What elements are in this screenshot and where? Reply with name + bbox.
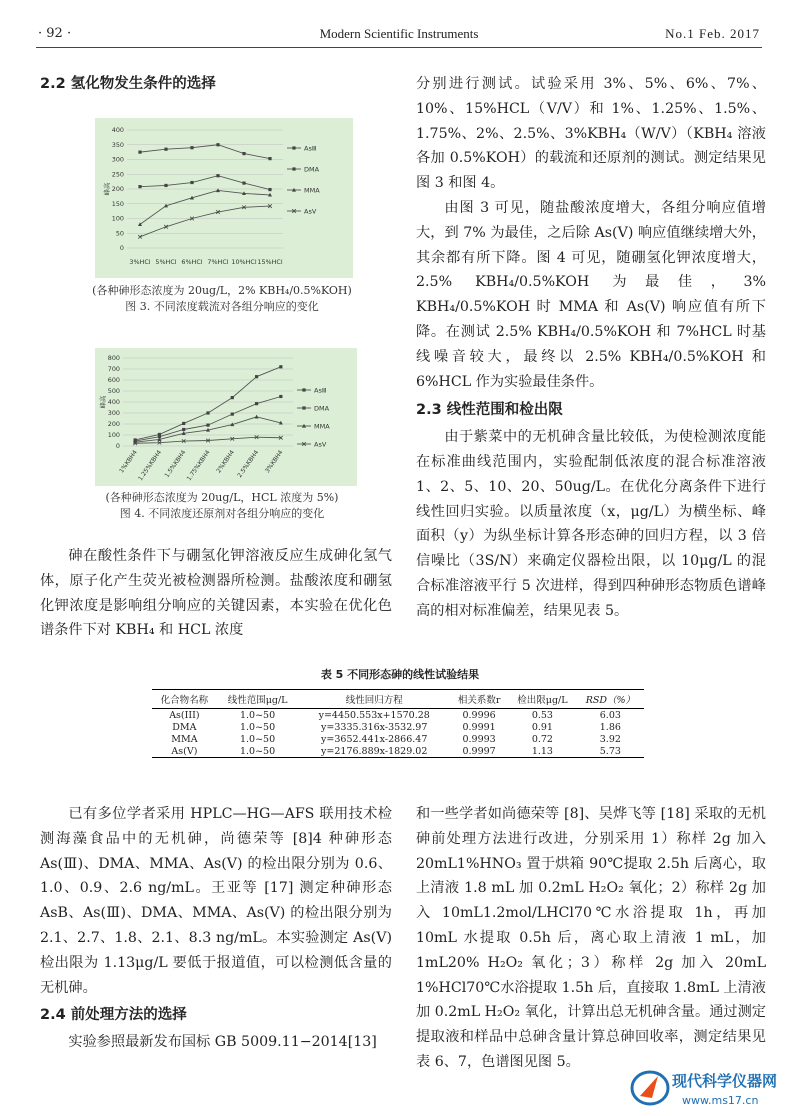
table-cell: DMA	[172, 721, 197, 733]
data-point	[138, 151, 141, 154]
logo-url: www.ms17.cn	[682, 1094, 759, 1107]
bottom-right-paragraph-1: 和一些学者如尚德荣等 [8]、吴烨飞等 [18] 采取的无机砷前处理方法进行改进，分别采用 1）称样 2g 加入 20mL1%HNO₃ 置于烘箱 90℃提取 2.5h 后离心，取上清液 1.8 mL 加 0.2mL H₂O₂ 氧化；2）称样 2g 加入 10mL1.2mol/LHCl70℃水浴提取 1h，再加 10mL 水提取 0.5h 后，离心取上清液 1 mL，加 1mL20% H₂O₂ 氧化；3）称样 2g 加入 20mL 1%HCl70℃水浴提取 1.5h 后，直接取 1.8mL 上清液加 0.2mL H₂O₂ 氧化，计算出总无机砷含量。通过测定提取液和样品中总砷含量计算总砷回收率，测定结果见表 6、7，色谱图见图 5。	[416, 806, 766, 1070]
table-5-title: 表 5 不同形态砷的线性试验结果	[320, 668, 480, 681]
x-tick-label: 2%KBH4	[215, 449, 236, 475]
figure-3-caption: 图 3. 不同浓度载流对各组分响应的变化	[125, 300, 319, 313]
data-point	[164, 148, 167, 151]
table-header-cell: 相关系数r	[450, 690, 508, 709]
table-cell: 1.13	[508, 745, 577, 758]
table-row	[152, 721, 644, 733]
data-point	[268, 188, 271, 191]
data-point	[138, 185, 141, 188]
right-paragraph-3: 由于紫菜中的无机砷含量比较低，为使检测浓度能在标准曲线范围内，实验配制低浓度的混合标准溶液 1、2、5、10、20、50ug/L。在优化分离条件下进行线性回归实验。以质量浓度（x，μg/L）为横坐标、峰面积（y）为纵坐标计算各形态砷的回归方程，以 3 倍信噪比（3S/N）来确定仪器检出限，以 10μg/L 的混合标准溶液平行 5 次进样，得到四种砷形态物质色谱峰高的相对标准偏差，结果见表 5。	[416, 429, 766, 619]
data-point	[206, 424, 209, 427]
logo-flame-icon	[640, 1076, 658, 1098]
logo-graphic	[628, 1066, 796, 1112]
table-cell: 3.92	[599, 733, 621, 745]
x-tick-label: 1%KBH4	[118, 449, 139, 475]
page-number: · 92 ·	[38, 26, 72, 41]
x-tick-label: 1.25%KBH4	[136, 449, 164, 483]
table-row	[152, 745, 644, 758]
table-cell: 6.03	[599, 709, 621, 721]
table-cell: 1.86	[599, 721, 621, 733]
data-point	[242, 152, 245, 155]
y-tick-label: 800	[107, 354, 120, 363]
y-tick-label: 200	[111, 185, 124, 194]
issue-info: No.1 Feb. 2017	[665, 26, 760, 41]
table-cell: 1.0~50	[239, 733, 276, 745]
table-cell: 0.9997	[450, 745, 508, 758]
right-column-top	[416, 72, 766, 624]
left-column-top	[40, 72, 390, 97]
legend-label: AsⅤ	[314, 440, 327, 449]
table-header-cell: RSD（%）	[577, 690, 644, 709]
data-point	[292, 146, 295, 149]
y-tick-label: 100	[111, 214, 124, 223]
y-tick-label: 0	[119, 244, 124, 253]
right-paragraph-1: 分别进行测试。试验采用 3%、5%、6%、7%、10%、15%HCL（V/V）和 1%、1.25%、1.5%、1.75%、2%、2.5%、3%KBH₄（W/V）（KBH₄ 溶液各加 0.5%KOH）的载流和还原剂的测试。测定结果见图 3 和图 4。	[416, 76, 766, 192]
table-header-cell: 线性范围μg/L	[217, 690, 299, 709]
table-cell: MMA	[171, 733, 198, 745]
series-line	[135, 397, 281, 442]
data-point	[302, 388, 305, 391]
data-point	[216, 143, 219, 146]
table-cell: 0.9991	[462, 721, 496, 733]
x-tick-label: 2.5%KBH4	[236, 449, 261, 480]
figure-4-caption: 图 4. 不同浓度还原剂对各组分响应的变化	[119, 507, 325, 520]
table-cell: 0.9996	[462, 709, 496, 721]
x-tick-label: 6%HCl	[181, 258, 203, 266]
y-tick-label: 300	[107, 409, 120, 418]
data-point	[255, 375, 258, 378]
table-5	[152, 689, 644, 758]
table-header-row	[152, 690, 644, 709]
bottom-right-column	[416, 802, 766, 1075]
data-point	[279, 395, 282, 398]
table-header-cell: 线性回归方程	[298, 690, 450, 709]
y-axis-label: 峰高	[103, 182, 111, 196]
y-tick-label: 400	[107, 398, 120, 407]
series-line	[140, 176, 270, 190]
data-point	[138, 222, 142, 226]
y-tick-label: 100	[107, 431, 120, 440]
data-point	[242, 182, 245, 185]
table-cell: 0.53	[531, 709, 553, 721]
data-point	[190, 146, 193, 149]
data-point	[216, 174, 219, 177]
data-point	[292, 167, 295, 170]
legend-label: DMA	[314, 404, 330, 413]
table-cell: 0.91	[531, 721, 553, 733]
running-header	[38, 26, 760, 46]
x-tick-label: 3%HCl	[129, 258, 151, 266]
figure-4-caption-block	[40, 490, 404, 522]
y-tick-label: 200	[107, 420, 120, 429]
legend-label: AsⅤ	[304, 207, 317, 216]
left-paragraph-1: 砷在酸性条件下与硼氢化钾溶液反应生成砷化氢气体，原子化产生荧光被检测器所检测。盐酸浓度和硼氢化钾浓度是影响组分响应的关键因素，本实验在优化色谱条件下对 KBH₄ 和 HCL 浓度	[40, 548, 392, 639]
y-tick-label: 700	[107, 365, 120, 374]
legend-label: MMA	[314, 422, 330, 431]
table-cell: 5.73	[577, 745, 644, 758]
data-point	[190, 181, 193, 184]
bottom-left-column	[40, 802, 392, 1055]
data-point	[279, 365, 282, 368]
data-point	[164, 184, 167, 187]
table-cell: 0.9993	[462, 733, 496, 745]
figure-4-svg	[95, 348, 357, 486]
table-cell: y=3335.316x-3532.97	[321, 721, 428, 733]
data-point	[182, 428, 185, 431]
section-2-3-heading: 2.3 线性范围和检出限	[416, 402, 563, 419]
y-tick-label: 400	[111, 126, 124, 135]
legend-label: DMA	[304, 165, 320, 174]
data-point	[255, 402, 258, 405]
series-line	[140, 145, 270, 159]
bottom-left-paragraph-2: 实验参照最新发布国标 GB 5009.11−2014[13]	[68, 1034, 377, 1051]
y-tick-label: 500	[107, 387, 120, 396]
figure-4-chart	[95, 348, 357, 486]
y-tick-label: 250	[111, 170, 124, 179]
table-cell: y=2176.889x-1829.02	[298, 745, 450, 758]
right-paragraph-2: 由图 3 可见，随盐酸浓度增大，各组分响应值增大，到 7% 为最佳，之后除 As(V) 响应值继续增大外，其余都有所下降。图 4 可见，随硼氢化钾浓度增大，2.5% KBH₄/0.5%KOH 为最佳，3% KBH₄/0.5%KOH 时 MMA 和 As(V) 响应值有所下降。在测试 2.5% KBH₄/0.5%KOH 和 7%HCL 时基线噪音较大，最终以 2.5% KBH₄/0.5%KOH 和 6%HCL 作为实验最佳条件。	[416, 199, 766, 390]
table-row	[152, 709, 644, 722]
data-point	[268, 157, 271, 160]
y-tick-label: 600	[107, 376, 120, 385]
table-cell: 1.0~50	[217, 745, 299, 758]
data-point	[302, 406, 305, 409]
left-column-text	[40, 544, 392, 643]
table-row	[152, 733, 644, 745]
x-tick-label: 3%KBH4	[263, 449, 285, 475]
table-cell: y=3652.441x-2866.47	[321, 733, 428, 745]
legend-label: MMA	[304, 186, 320, 195]
legend-label: AsⅢ	[314, 386, 327, 395]
figure-3-chart	[95, 118, 353, 278]
data-point	[182, 422, 185, 425]
table-cell: 1.0~50	[239, 709, 276, 721]
figure-3-note: (各种砷形态浓度为 20ug/L，2% KBH₄/0.5%KOH)	[92, 284, 352, 297]
data-point	[231, 413, 234, 416]
x-tick-label: 5%HCl	[155, 258, 177, 266]
logo-name: 现代科学仪器网	[672, 1072, 778, 1090]
figure-3-caption-block	[40, 283, 404, 315]
data-point	[138, 235, 142, 239]
y-tick-label: 0	[115, 442, 120, 451]
header-rule	[36, 47, 762, 48]
section-2-2-heading: 2.2 氢化物发生条件的选择	[40, 76, 216, 92]
x-tick-label: 1.75%KBH4	[185, 449, 212, 483]
bottom-left-paragraph-1: 已有多位学者采用 HPLC—HG—AFS 联用技术检测海藻食品中的无机砷，尚德荣等 [8]4 种砷形态 As(Ⅲ)、DMA、MMA、As(V) 的检出限分别为 0.6、1.0、0.9、2.6 ng/mL。王亚等 [17] 测定种砷形态 AsB、As(Ⅲ)、DMA、MMA、As(V) 的检出限分别为 2.1、2.7、1.8、2.1、8.3 ng/mL。本实验测定 As(V) 检出限为 1.13μg/L 要低于报道值，可以检测低含量的无机砷。	[40, 806, 392, 996]
figure-3-svg	[95, 118, 353, 278]
table-header-cell: 检出限μg/L	[508, 690, 577, 709]
data-point	[255, 415, 259, 419]
section-2-4-heading: 2.4 前处理方法的选择	[40, 1007, 187, 1024]
legend-label: AsⅢ	[304, 144, 317, 153]
journal-name: Modern Scientific Instruments	[319, 26, 479, 41]
y-tick-label: 350	[111, 140, 124, 149]
figure-4-note: (各种砷形态浓度为 20ug/L，HCL 浓度为 5%)	[105, 491, 339, 504]
data-point	[231, 396, 234, 399]
table-cell: As(V)	[152, 745, 217, 758]
table-cell: As(III)	[169, 709, 200, 721]
x-tick-label: 1.5%KBH4	[163, 449, 188, 480]
y-axis-label: 峰高	[99, 395, 107, 409]
site-logo	[628, 1066, 796, 1112]
table-cell: 1.0~50	[239, 721, 276, 733]
x-tick-label: 7%HCl	[207, 258, 229, 266]
table-cell: 0.72	[531, 733, 553, 745]
table-cell: y=4450.553x+1570.28	[318, 709, 430, 721]
y-tick-label: 300	[111, 155, 124, 164]
table-header-cell: 化合物名称	[152, 690, 217, 709]
data-point	[206, 411, 209, 414]
y-tick-label: 50	[115, 229, 124, 238]
x-tick-label: 10%HCl	[231, 258, 257, 266]
y-tick-label: 150	[111, 199, 124, 208]
x-tick-label: 15%HCl	[257, 258, 283, 266]
